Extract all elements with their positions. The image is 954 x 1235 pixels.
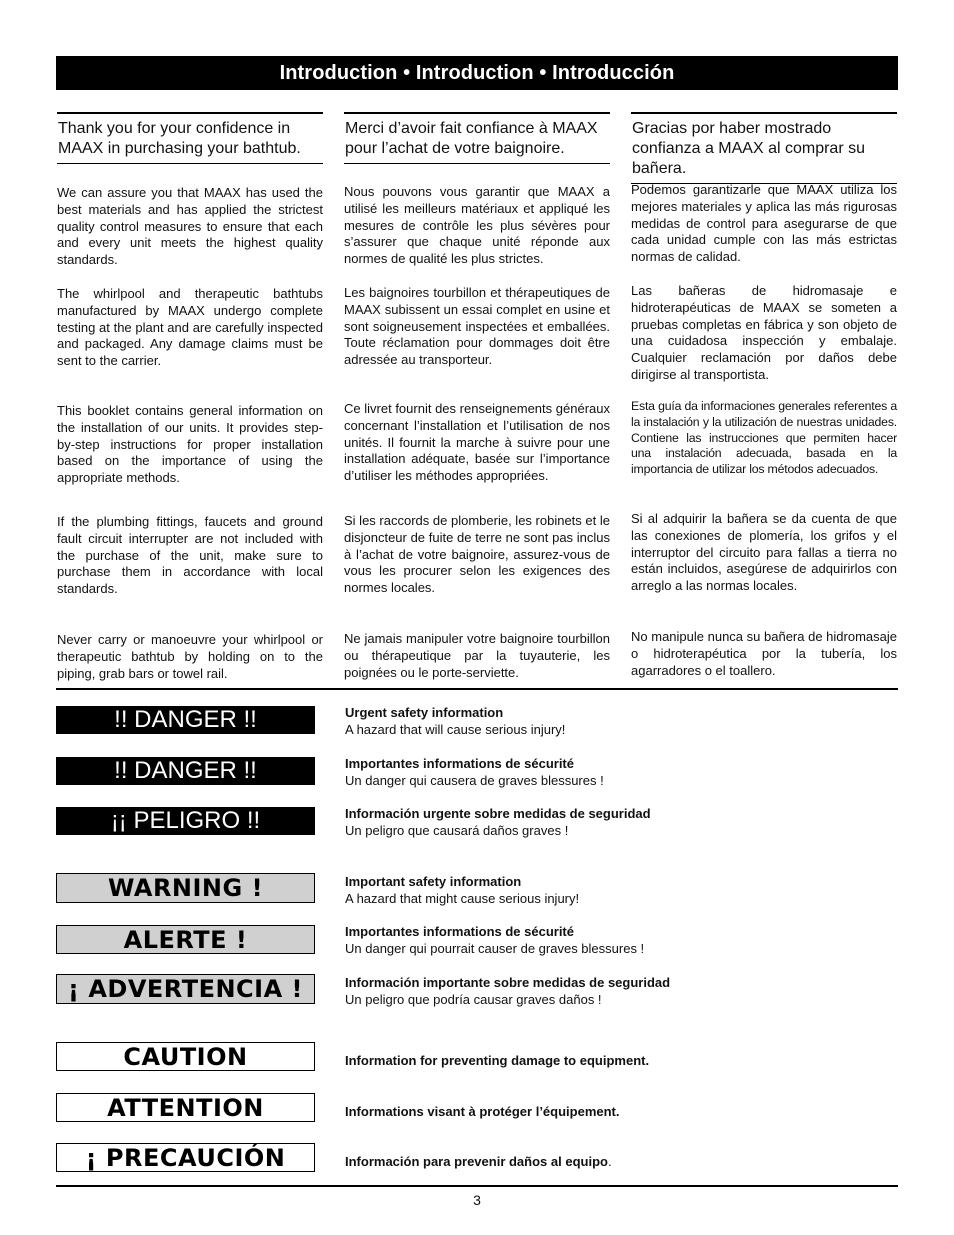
safety-text: Un danger qui causera de graves blessures ! (345, 773, 604, 788)
paragraph-handling: No manipule nunca su bañera de hidromasaje o hidroterapéutica por la tubería, los agarradores o el toallero. (631, 629, 897, 678)
safety-description (345, 704, 885, 738)
column-english (57, 112, 323, 164)
paragraph-testing: Las bañeras de hidromasaje e hidroterapéuticas de MAAX se someten a pruebas completas en fábrica y son objeto de una cuidadosa inspección y embalaje. Cualquier reclamación por daños debe dirigirse al transportista. (631, 283, 897, 382)
lead-text: Gracias por haber mostrado confianza a MAAX al comprar su bañera. (631, 112, 897, 184)
safety-title: Importantes informations de sécurité (345, 924, 574, 939)
safety-title: Urgent safety information (345, 705, 504, 720)
paragraph-booklet: Ce livret fournit des renseignements généraux concernant l’installation et l’utilisation de nos unités. Il fournit la marche à suivre pour une installation adéquate, basée sur l’importance d’utiliser les méthodes appropriées. (344, 401, 610, 484)
precaucion-badge: ¡ PRECAUCIÓN (56, 1143, 315, 1172)
safety-title: Información para prevenir daños al equipo (345, 1154, 608, 1169)
safety-description (345, 1103, 885, 1120)
danger-badge: !! DANGER !! (56, 757, 315, 785)
safety-description (345, 873, 885, 907)
paragraph-plumbing: Si les raccords de plomberie, les robinets et le disjoncteur de fuite de terre ne sont pas inclus à l’achat de votre baignoire, assurez-vous de vous les procurer selon les exigences des normes locales. (344, 513, 610, 596)
safety-text: A hazard that might cause serious injury! (345, 891, 580, 906)
section-header (56, 56, 898, 90)
safety-description (345, 1153, 885, 1170)
safety-description (345, 805, 885, 839)
safety-description (345, 923, 885, 957)
attention-badge: ATTENTION (56, 1093, 315, 1122)
safety-title: Importantes informations de sécurité (345, 756, 574, 771)
paragraph-handling: Ne jamais manipuler votre baignoire tourbillon ou thérapeutique par la tuyauterie, les poignées ou le porte-serviette. (344, 631, 610, 680)
paragraph-quality: Nous pouvons vous garantir que MAAX a utilisé les meilleurs matériaux et appliqué les mesures de contrôle les plus sévères pour s’assurer que chaque unité réponde aux normes de qualité les plus strictes. (344, 184, 610, 267)
paragraph-testing: Les baignoires tourbillon et thérapeutiques de MAAX subissent un essai complet en usine et sont soigneusement inspectées et emballées. Toute réclamation pour dommages doit être adressée au transporteur. (344, 285, 610, 368)
paragraph-quality: Podemos garantizarle que MAAX utiliza los mejores materiales y aplica las más rigurosas medidas de control para asegurarse de que cada unidad cumple con las más estrictas normas de calidad. (631, 182, 897, 265)
caution-badge: CAUTION (56, 1042, 315, 1071)
lead-text: Thank you for your confidence in MAAX in purchasing your bathtub. (57, 112, 323, 164)
safety-text: Un peligro que causará daños graves ! (345, 823, 569, 838)
lead-text: Merci d’avoir fait confiance à MAAX pour l’achat de votre baignoire. (344, 112, 610, 164)
safety-description (345, 974, 885, 1008)
safety-title: Important safety information (345, 874, 522, 889)
advertencia-badge: ¡ ADVERTENCIA ! (56, 974, 315, 1004)
paragraph-booklet: This booklet contains general information on the installation of our units. It provides step-by-step instructions for proper installation based on the importance of using the appropriate methods. (57, 403, 323, 486)
safety-title: Information for preventing damage to equipment. (345, 1053, 650, 1068)
alerte-badge: ALERTE ! (56, 925, 315, 954)
warning-badge: WARNING ! (56, 873, 315, 903)
safety-title: Información urgente sobre medidas de seguridad (345, 806, 651, 821)
section-title: Introduction • Introduction • Introducción (279, 61, 675, 84)
footer-divider (56, 1185, 898, 1187)
safety-description (345, 1052, 885, 1069)
paragraph-plumbing: Si al adquirir la bañera se da cuenta de que las conexiones de plomería, los grifos y el interruptor del circuito para fallas a tierra no están incluidos, asegúrese de adquirirlos con arreglo a las normas locales. (631, 511, 897, 594)
paragraph-plumbing: If the plumbing fittings, faucets and ground fault circuit interrupter are not included with the purchase of the unit, make sure to purchase them in accordance with local standards. (57, 514, 323, 597)
safety-text: A hazard that will cause serious injury! (345, 722, 566, 737)
danger-badge: !! DANGER !! (56, 706, 315, 734)
paragraph-quality: We can assure you that MAAX has used the best materials and has applied the strictest quality control measures to ensure that each and every unit meets the highest quality standards. (57, 185, 323, 268)
safety-title: Informations visant à protéger l’équipement. (345, 1104, 620, 1119)
peligro-badge: ¡¡ PELIGRO !! (56, 807, 315, 835)
paragraph-testing: The whirlpool and therapeutic bathtubs manufactured by MAAX undergo complete testing at the plant and are carefully inspected and packaged. Any damage claims must be sent to the carrier. (57, 286, 323, 369)
section-divider (56, 688, 898, 690)
column-french (344, 112, 610, 164)
page-number: 3 (473, 1192, 481, 1208)
safety-text: Un danger qui pourrait causer de graves blessures ! (345, 941, 645, 956)
safety-description (345, 755, 885, 789)
safety-text: Un peligro que podría causar graves daños ! (345, 992, 602, 1007)
safety-title: Información importante sobre medidas de seguridad (345, 975, 671, 990)
paragraph-handling: Never carry or manoeuvre your whirlpool or therapeutic bathtub by holding on to the piping, grab bars or towel rail. (57, 632, 323, 681)
column-spanish (631, 112, 897, 184)
safety-text: . (607, 1154, 612, 1169)
paragraph-booklet: Esta guía da informaciones generales referentes a la instalación y la utilización de nuestras unidades. Contiene las instrucciones que permiten hacer una instalación adecuada, basada en la importancia de utilizar los métodos adecuados. (631, 399, 897, 477)
